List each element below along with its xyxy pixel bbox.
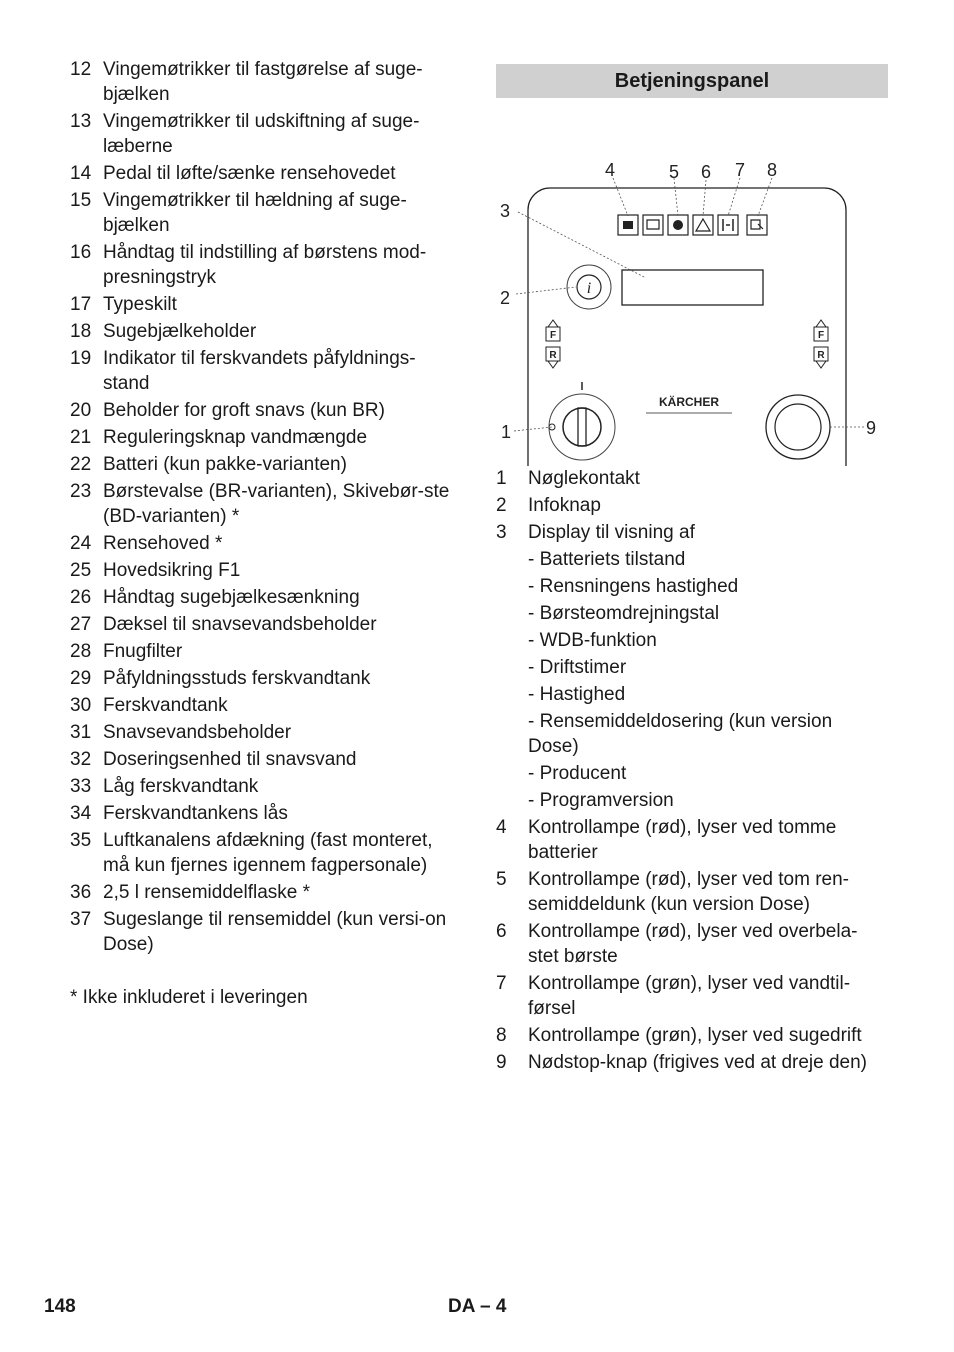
list-item	[70, 531, 460, 556]
item-text: Rensehoved *	[103, 533, 223, 554]
legend-subitem: - Batteriets tilstand	[528, 549, 686, 570]
list-item	[70, 747, 460, 772]
item-text: Pedal til løfte/sænke rensehovedet	[103, 163, 396, 184]
legend-subitem: - Børsteomdrejningstal	[528, 603, 720, 624]
legend-subitem: - Hastighed	[528, 684, 626, 705]
item-number: 20	[70, 400, 92, 421]
item-number: 36	[70, 882, 92, 903]
list-item	[70, 292, 460, 317]
svg-text:8: 8	[767, 160, 778, 180]
language-section: DA – 4	[448, 1296, 507, 1317]
svg-text:4: 4	[605, 160, 616, 180]
item-text: Snavsevandsbeholder	[103, 722, 292, 743]
legend-item	[496, 815, 888, 865]
item-text: Vingemøtrikker til hældning af suge-bjælken	[103, 190, 407, 236]
legend-number: 8	[496, 1025, 507, 1046]
item-number: 30	[70, 695, 92, 716]
svg-text:1: 1	[501, 422, 512, 442]
list-item	[70, 666, 460, 691]
legend-text: Display til visning af	[528, 522, 695, 543]
item-number: 27	[70, 614, 92, 635]
svg-text:F: F	[817, 330, 825, 341]
legend-text: Nødstop-knap (frigives ved at dreje den)	[528, 1052, 867, 1073]
item-text: Beholder for groft snavs (kun BR)	[103, 400, 385, 421]
item-number: 34	[70, 803, 92, 824]
item-number: 37	[70, 909, 92, 930]
legend-text: Kontrollampe (rød), lyser ved tomme batterier	[528, 817, 837, 863]
indicator-lamps	[618, 215, 767, 235]
list-item	[70, 425, 460, 450]
list-item	[70, 693, 460, 718]
direction-switch-left	[546, 320, 560, 368]
legend-subitem: - Driftstimer	[528, 657, 627, 678]
list-item	[70, 612, 460, 637]
list-item	[70, 188, 460, 238]
item-text: Påfyldningsstuds ferskvandtank	[103, 668, 371, 689]
legend-number: 9	[496, 1052, 507, 1073]
item-text: Børstevalse (BR-varianten), Skivebør-ste (BD-varianten) *	[103, 481, 450, 527]
list-item	[70, 828, 460, 878]
item-number: 18	[70, 321, 92, 342]
item-number: 26	[70, 587, 92, 608]
list-item	[70, 346, 460, 396]
svg-text:F: F	[549, 330, 557, 341]
item-text: Håndtag til indstilling af børstens mod-presningstryk	[103, 242, 427, 288]
emergency-stop-button	[766, 395, 830, 459]
legend-text: Kontrollampe (grøn), lyser ved sugedrift	[528, 1025, 862, 1046]
list-item	[70, 585, 460, 610]
item-text: Dæksel til snavsevandsbeholder	[103, 614, 377, 635]
item-text: Vingemøtrikker til fastgørelse af suge-bjælken	[103, 59, 423, 105]
list-item	[70, 479, 460, 529]
item-text: Luftkanalens afdækning (fast monteret, må kun fjernes igennem fagpersonale)	[103, 830, 433, 876]
list-item	[70, 240, 460, 290]
list-item	[70, 774, 460, 799]
control-panel-legend	[496, 466, 888, 1075]
list-item	[70, 907, 460, 957]
legend-text: Kontrollampe (grøn), lyser ved vandtil-førsel	[528, 973, 851, 1019]
legend-text: Nøglekontakt	[528, 468, 640, 489]
list-item	[70, 109, 460, 159]
item-text: Låg ferskvandtank	[103, 776, 259, 797]
control-panel-drawing	[496, 106, 888, 466]
item-number: 16	[70, 242, 92, 263]
legend-number: 5	[496, 869, 507, 890]
item-text: Fnugfilter	[103, 641, 183, 662]
list-item	[70, 720, 460, 745]
page-number: 148	[44, 1296, 76, 1317]
svg-text:R: R	[549, 350, 557, 361]
legend-number: 6	[496, 921, 507, 942]
item-number: 25	[70, 560, 92, 581]
item-number: 31	[70, 722, 92, 743]
item-number: 15	[70, 190, 92, 211]
svg-text:9: 9	[866, 418, 877, 438]
legend-subitem: - Rensemiddeldosering (kun version Dose)	[528, 711, 833, 757]
legend-number: 1	[496, 468, 507, 489]
brand-logo: KÄRCHER	[659, 395, 719, 409]
list-item	[70, 161, 460, 186]
list-item	[70, 57, 460, 107]
legend-item	[496, 1023, 888, 1048]
legend-subitem: - Rensningens hastighed	[528, 576, 739, 597]
item-text: Reguleringsknap vandmængde	[103, 427, 368, 448]
item-number: 32	[70, 749, 92, 770]
legend-item	[496, 971, 888, 1021]
legend-subitem: - Programversion	[528, 790, 674, 811]
list-item	[70, 639, 460, 664]
item-text: Ferskvandtankens lås	[103, 803, 288, 824]
key-switch	[549, 382, 615, 460]
legend-number: 2	[496, 495, 507, 516]
svg-text:7: 7	[735, 160, 746, 180]
list-item	[70, 558, 460, 583]
legend-number: 4	[496, 817, 507, 838]
item-number: 13	[70, 111, 92, 132]
list-item	[70, 319, 460, 344]
item-text: Håndtag sugebjælkesænkning	[103, 587, 360, 608]
svg-text:R: R	[817, 350, 825, 361]
legend-item	[496, 1050, 888, 1075]
list-item	[70, 801, 460, 826]
item-text: Ferskvandtank	[103, 695, 228, 716]
legend-item	[496, 466, 888, 491]
legend-item	[496, 520, 888, 545]
item-number: 21	[70, 427, 92, 448]
legend-number: 3	[496, 522, 507, 543]
display-window	[622, 270, 763, 305]
item-number: 12	[70, 59, 92, 80]
item-number: 28	[70, 641, 92, 662]
item-text: Sugeslange til rensemiddel (kun versi-on Dose)	[103, 909, 447, 955]
info-button	[567, 265, 611, 309]
item-number: 29	[70, 668, 92, 689]
parts-list	[70, 57, 460, 1010]
legend-subitem: - Producent	[528, 763, 627, 784]
list-item	[70, 398, 460, 423]
legend-number: 7	[496, 973, 507, 994]
legend-text: Infoknap	[528, 495, 601, 516]
item-text: Indikator til ferskvandets påfyldnings-stand	[103, 348, 416, 394]
item-number: 23	[70, 481, 92, 502]
legend-subitem: - WDB-funktion	[528, 630, 657, 651]
item-number: 19	[70, 348, 92, 369]
legend-text: Kontrollampe (rød), lyser ved tom ren-semiddeldunk (kun version Dose)	[528, 869, 849, 915]
legend-item	[496, 919, 888, 969]
item-text: Typeskilt	[103, 294, 177, 315]
item-text: Vingemøtrikker til udskiftning af suge-læberne	[103, 111, 420, 157]
legend-item	[496, 867, 888, 917]
svg-text:6: 6	[701, 162, 712, 182]
svg-text:3: 3	[500, 201, 511, 221]
item-text: Sugebjælkeholder	[103, 321, 257, 342]
control-panel-section	[496, 64, 888, 1077]
legend-item	[496, 493, 888, 518]
item-number: 24	[70, 533, 92, 554]
svg-text:2: 2	[500, 288, 511, 308]
item-text: Batteri (kun pakke-varianten)	[103, 454, 347, 475]
item-number: 22	[70, 454, 92, 475]
item-text: Hovedsikring F1	[103, 560, 241, 581]
item-text: 2,5 l rensemiddelflaske *	[103, 882, 310, 903]
direction-switch-right	[814, 320, 828, 368]
item-number: 14	[70, 163, 92, 184]
item-number: 33	[70, 776, 92, 797]
svg-text:5: 5	[669, 162, 680, 182]
item-number: 35	[70, 830, 92, 851]
list-item	[70, 452, 460, 477]
legend-text: Kontrollampe (rød), lyser ved overbela-stet børste	[528, 921, 858, 967]
footnote: * Ikke inkluderet i leveringen	[70, 987, 308, 1008]
svg-text:i: i	[586, 280, 592, 297]
section-title: Betjeningspanel	[496, 64, 888, 98]
item-text: Doseringsenhed til snavsvand	[103, 749, 357, 770]
control-panel-figure	[496, 106, 888, 466]
list-item	[70, 880, 460, 905]
item-number: 17	[70, 294, 92, 315]
